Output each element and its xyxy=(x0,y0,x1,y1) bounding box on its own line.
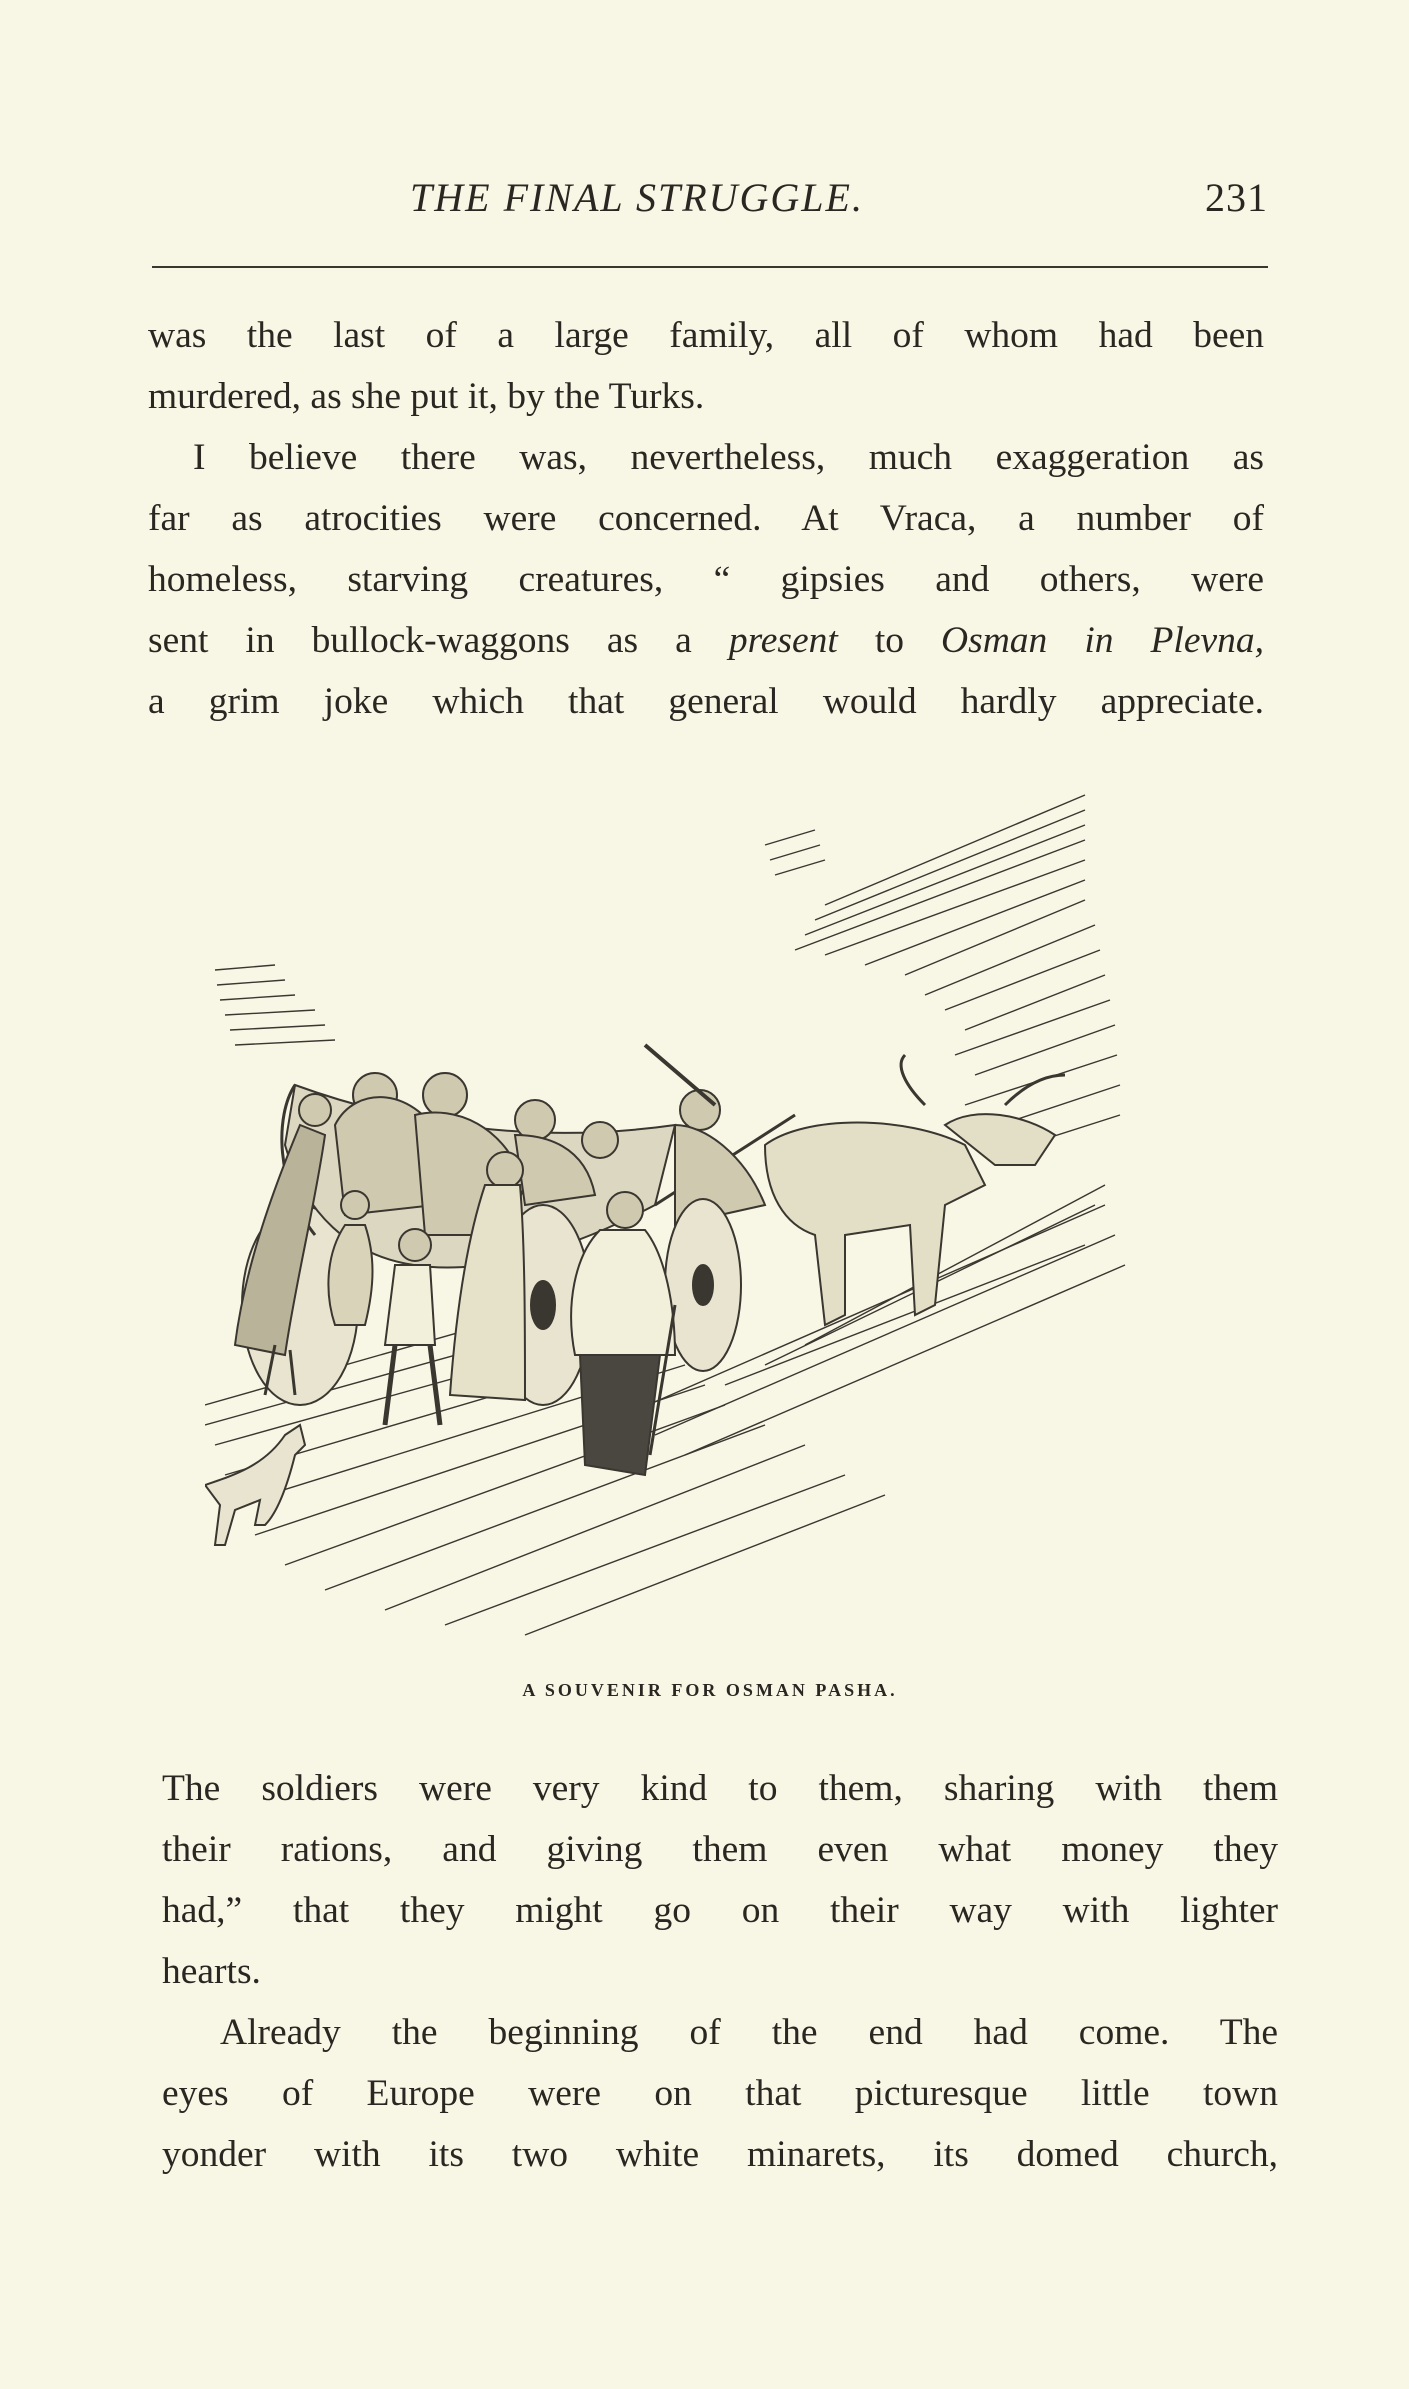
illustration-bullock-waggon xyxy=(205,785,1230,1645)
text-line: was the last of a large family, all of whom had been xyxy=(148,315,1264,356)
page-number: 231 xyxy=(1205,175,1268,220)
text-line: had,” that they might go on their way with lighter xyxy=(162,1890,1278,1931)
text-fragment: sent in bullock-waggons as a xyxy=(148,620,729,661)
italic-text: present xyxy=(728,620,838,661)
text-line: murdered, as she put it, by the Turks. xyxy=(148,376,705,417)
illustration-caption: A SOUVENIR FOR OSMAN PASHA. xyxy=(522,1680,898,1700)
text-line: hearts. xyxy=(162,1951,261,1992)
text-line: yonder with its two white minarets, its domed church, xyxy=(162,2134,1278,2175)
paragraph-continuation xyxy=(148,305,1264,427)
text-line: The soldiers were very kind to them, sharing with them xyxy=(162,1768,1278,1809)
text-line: I believe there was, nevertheless, much exaggeration as xyxy=(193,437,1264,478)
italic-text: Osman in Plevna, xyxy=(941,620,1264,661)
running-head xyxy=(148,168,1268,228)
bottom-text-block xyxy=(162,1758,1278,2185)
paragraph-already xyxy=(162,2002,1278,2185)
oxen xyxy=(765,1055,1065,1325)
top-text-block xyxy=(148,305,1264,732)
text-line: far as atrocities were concerned. At Vraca, a number of xyxy=(148,498,1264,539)
text-line xyxy=(148,610,1264,671)
text-line: their rations, and giving them even what money they xyxy=(162,1829,1278,1870)
text-line: a grim joke which that general would hardly appreciate. xyxy=(148,681,1264,722)
text-line: homeless, starving creatures, “ gipsies and others, were xyxy=(148,559,1264,600)
text-fragment: to xyxy=(837,620,942,661)
text-line: eyes of Europe were on that picturesque little town xyxy=(162,2073,1278,2114)
text-line: Already the beginning of the end had come. The xyxy=(220,2012,1278,2053)
header-rule xyxy=(152,266,1268,268)
paragraph-soldiers xyxy=(162,1758,1278,2002)
sky-hatching xyxy=(215,795,1120,1155)
paragraph-atrocities xyxy=(148,427,1264,732)
running-title: THE FINAL STRUGGLE. xyxy=(410,175,864,220)
